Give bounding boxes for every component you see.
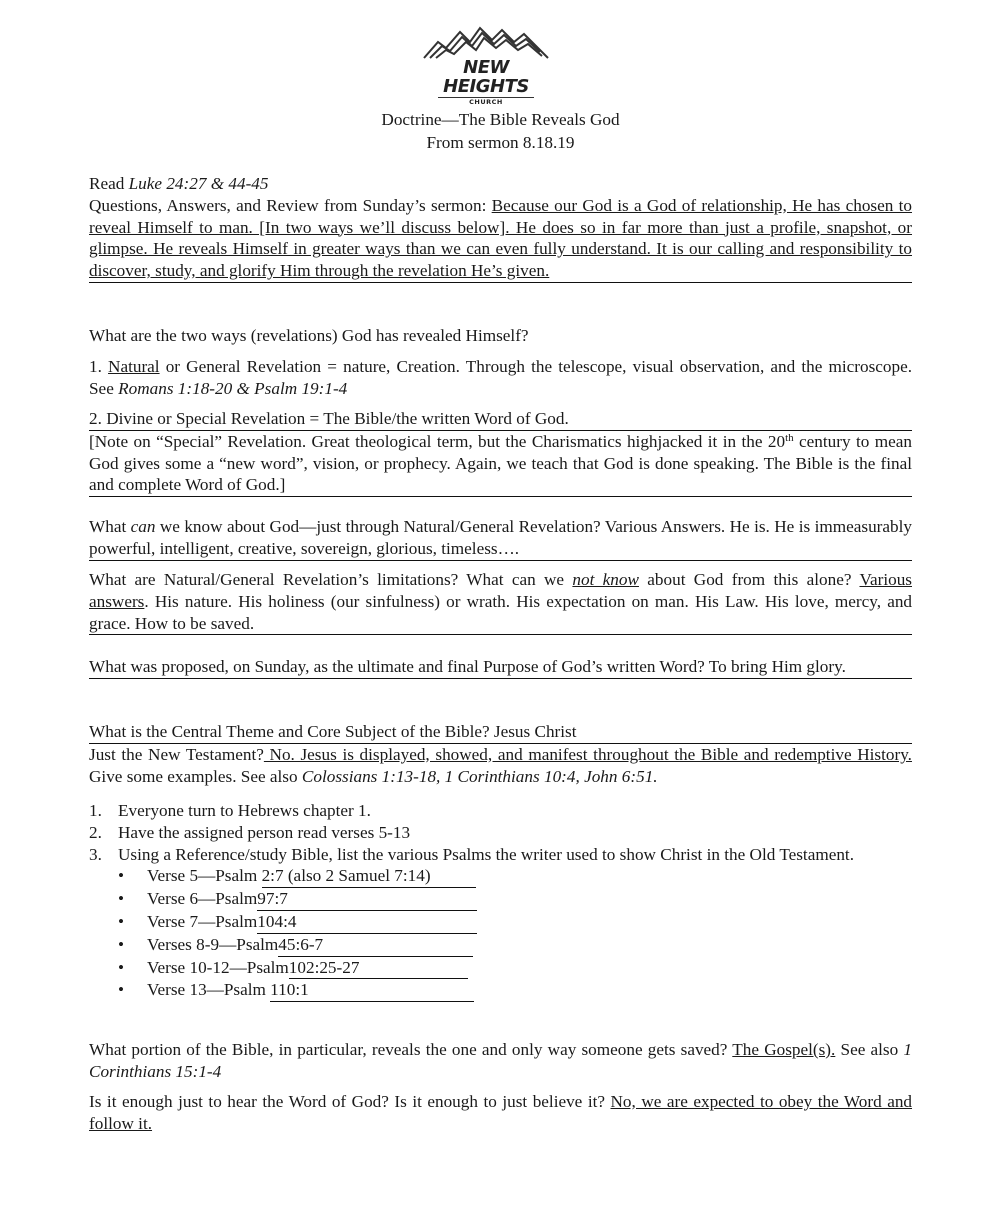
verse-item: • Verse 10-12—Psalm102:25-27 (118, 957, 912, 980)
question-limitations: What are Natural/General Revelation’s limitations? What can we not know about God from this alone? Various answers. His nature. His holiness (our sinfulness) or wrath. His expectation on man. His Law. His love, mercy, and grace. How to be saved. (89, 569, 912, 635)
read-line: Read Luke 24:27 & 44-45 (89, 174, 269, 193)
logo-name: NEW HEIGHTS (443, 57, 529, 97)
mountain-icon (422, 24, 550, 60)
intro-answer: Because our God is a God of relationship, He has chosen to reveal Himself to man. [In two ways we’ll discuss below]. He does so in far more than just a profile, snapshot, or glimpse. He reveals Himself in greater ways than we can even fully understand. It is our calling and responsibility to discover, study, and glorify Him through the revelation He’s given. (89, 195, 912, 281)
verse-answer: 2:7 (also 2 Samuel 7:14) (262, 865, 476, 888)
special-revelation: 2. Divine or Special Revelation = The Bible/the written Word of God. [Note on “Special” Revelation. Great theological term, but the Charismatics highjacked it in the 20th century to mean God gives some a “new word”, vision, or prophecy. Again, we teach that God is done speaking. The Bible is the final and complete Word of God.] (89, 408, 912, 497)
list-item: 3. Using a Reference/study Bible, list the various Psalms the writer used to show Christ in the Old Testament. (89, 844, 854, 864)
enough-answer: No, we are expected to obey the Word and follow it. (89, 1092, 913, 1133)
saved-answer: The Gospel(s). (732, 1040, 836, 1059)
document-title: Doctrine—The Bible Reveals God (381, 110, 620, 129)
special-answer: The Bible/the written Word of God. (323, 409, 569, 428)
natural-reference: Romans 1:18-20 & Psalm 19:1-4 (118, 378, 348, 398)
intro-section (89, 173, 912, 283)
nt-references: Colossians 1:13-18, 1 Corinthians 10:4, John 6:51. (301, 766, 658, 786)
limitations-answer-1: Various answers (89, 570, 912, 611)
verse-item: • Verse 7—Psalm104:4 (118, 911, 912, 934)
read-reference: Luke 24:27 & 44-45 (128, 174, 269, 193)
limitations-answer-2: His nature. His holiness (our sinfulness) or wrath. His expectation on man. His Law. His love, mercy, and grace. How to be saved. (89, 591, 913, 633)
special-note: [Note on “Special” Revelation. Great theological term, but the Charismatics highjacked it in the 20th century to mean God gives some a “new word”, vision, or prophecy. Again, we teach that God is done speaking. The Bible is the final and complete Word of God.] (89, 431, 912, 497)
verse-item: • Verse 6—Psalm97:7 (118, 888, 912, 911)
question-saved: What portion of the Bible, in particular, reveals the one and only way someone gets saved? The Gospel(s). See also 1 Corinthians 15:1-4 (89, 1040, 912, 1081)
question-enough: Is it enough just to hear the Word of God? Is it enough to just believe it? No, we are expected to obey the Word and follow it. (89, 1092, 913, 1133)
purpose-answer: To bring Him glory. (704, 657, 846, 676)
document-header (89, 108, 912, 154)
question-purpose: What was proposed, on Sunday, as the ultimate and final Purpose of God’s written Word? To bring Him glory. (89, 656, 912, 679)
question-two-ways: What are the two ways (revelations) God has revealed Himself? (89, 326, 529, 345)
verse-answer: 110:1 (270, 979, 474, 1002)
steps-list (89, 800, 912, 1002)
natural-term: Natural (108, 357, 160, 376)
natural-revelation: 1. Natural or General Revelation = nature, Creation. Through the telescope, visual observation, and the microscope. See Romans 1:18-20 & Psalm 19:1-4 (89, 357, 912, 398)
saved-reference: 1 Corinthians 15:1-4 (89, 1040, 912, 1081)
list-item: 2. Have the assigned person read verses 5-13 (89, 822, 411, 842)
verse-item: • Verse 13—Psalm 110:1 (118, 979, 912, 1002)
verse-list (118, 865, 912, 1002)
intro-paragraph: Questions, Answers, and Review from Sunday’s sermon: Because our God is a God of relationship, He has chosen to reveal Himself to man. [In two ways we’ll discuss below]. He does so in far more than just a profile, snapshot, or glimpse. He reveals Himself in greater ways than we can even fully understand. It is our calling and responsibility to discover, study, and glorify Him through the revelation He’s given. (89, 195, 912, 283)
logo-subtitle: CHURCH (438, 97, 534, 107)
list-item: 1. Everyone turn to Hebrews chapter 1. (89, 801, 371, 820)
verse-item: • Verses 8-9—Psalm45:6-7 (118, 934, 912, 957)
document-subtitle: From sermon 8.18.19 (426, 133, 575, 152)
question-can-know: What can we know about God—just through Natural/General Revelation? Various Answers. He is. He is immeasurably powerful, intelligent, creative, sovereign, glorious, timeless…. (89, 516, 912, 561)
church-logo (419, 24, 553, 106)
question-new-testament: Just the New Testament? No. Jesus is displayed, showed, and manifest throughout the Bible and redemptive History. Give some examples. See also Colossians 1:13-18, 1 Corinthians 10:4, John 6:51. (89, 744, 912, 786)
verse-answer: 45:6-7 (278, 934, 473, 957)
verse-answer: 97:7 (257, 888, 477, 911)
verse-answer: 104:4 (257, 911, 477, 934)
can-know-answer: Various Answers. He is. He is immeasurably powerful, intelligent, creative, sovereign, glorious, timeless…. (89, 517, 912, 558)
verse-item: • Verse 5—Psalm 2:7 (also 2 Samuel 7:14) (118, 865, 912, 888)
theme-answer: Jesus Christ (493, 722, 577, 741)
question-central-theme: What is the Central Theme and Core Subject of the Bible? Jesus Christ Just the New Testament? No. Jesus is displayed, showed, and manifest throughout the Bible and redemptive History. Give some examples. See also Colossians 1:13-18, 1 Corinthians 10:4, John 6:51. (89, 722, 912, 786)
verse-answer: 102:25-27 (289, 957, 468, 980)
nt-answer: No. Jesus is displayed, showed, and manifest throughout the Bible and redemptive History. (263, 744, 912, 764)
